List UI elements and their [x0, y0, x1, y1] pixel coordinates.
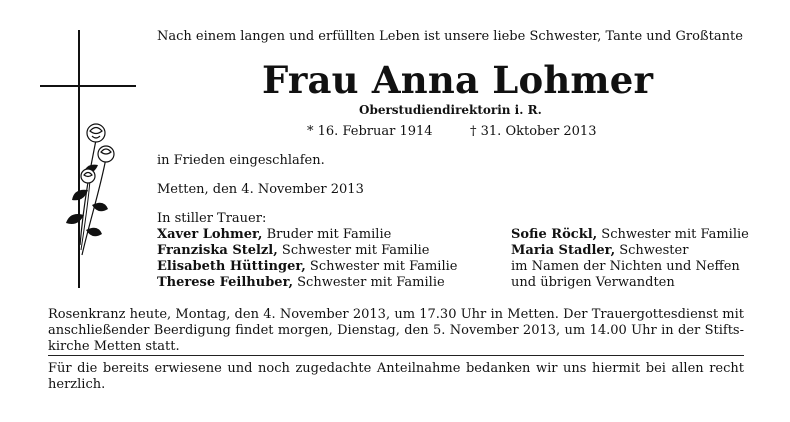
- grief-heading: In stiller Trauer:: [157, 211, 267, 226]
- deceased-name: Frau Anna Lohmer: [262, 58, 654, 102]
- mourner-relation: Bruder mit Familie: [262, 227, 392, 242]
- mourner-relation: Schwester: [615, 243, 689, 258]
- mourner-relation: Schwester mit Familie: [293, 275, 445, 290]
- death-date: † 31. Oktober 2013: [470, 124, 597, 139]
- mourners-right-list: [511, 227, 749, 291]
- mourner-relation: Schwester mit Familie: [305, 259, 458, 274]
- mourner-relation: im Namen der Nichten und Neffen: [511, 259, 740, 274]
- mourner-name: Franziska Stelzl,: [157, 243, 278, 258]
- divider: [48, 355, 744, 356]
- birth-date: * 16. Februar 1914: [307, 124, 433, 139]
- intro-text: Nach einem langen und erfüllten Leben ist unsere liebe Schwester, Tante und Großtante: [157, 29, 743, 44]
- service-details: Rosenkranz heute, Montag, den 4. November 2013, um 17.30 Uhr in Metten. Der Trauergottesdienst mit anschließender Beerdigung findet morgen, Dienstag, den 5. November 2013, um 14.00 Uhr in der Stiftskirche Metten statt.: [48, 307, 744, 354]
- mourner-name: Sofie Röckl,: [511, 227, 598, 242]
- mourner-relation: Schwester mit Familie: [277, 243, 430, 258]
- mourner-entry: [511, 243, 749, 259]
- mourner-relation: und übrigen Verwandten: [511, 275, 675, 290]
- deceased-title: Oberstudiendirektorin i. R.: [359, 103, 542, 117]
- mourner-entry: [157, 227, 457, 243]
- mourner-entry: [157, 259, 457, 275]
- peace-text: in Frieden eingeschlafen.: [157, 153, 325, 168]
- mourner-entry: [511, 259, 749, 275]
- mourners-left-list: [157, 227, 457, 291]
- cross-with-roses-icon: [40, 30, 136, 290]
- mourner-name: Maria Stadler,: [511, 243, 616, 258]
- place-date: Metten, den 4. November 2013: [157, 182, 364, 197]
- mourner-name: Xaver Lohmer,: [157, 227, 263, 242]
- mourner-entry: [511, 275, 749, 291]
- mourner-entry: [157, 275, 457, 291]
- mourner-relation: Schwester mit Familie: [597, 227, 749, 242]
- thanks-text: Für die bereits erwiesene und noch zugedachte Anteilnahme bedanken wir uns hiermit bei allen recht herzlich.: [48, 361, 744, 392]
- mourner-entry: [157, 243, 457, 259]
- mourner-name: Elisabeth Hüttinger,: [157, 259, 306, 274]
- mourner-name: Therese Feilhuber,: [157, 275, 293, 290]
- mourner-entry: [511, 227, 749, 243]
